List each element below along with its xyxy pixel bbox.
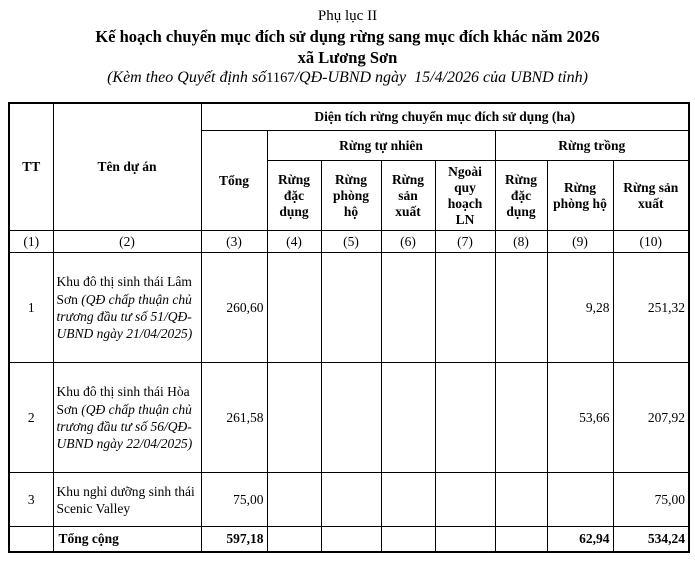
project-note: (QĐ chấp thuận chủ trương đầu tư số 56/QĐ-UBND ngày 22/04/2025) (56, 401, 193, 452)
cell-value: 53,66 (547, 363, 613, 473)
cell-value (321, 473, 381, 527)
cell-value: 75,00 (613, 473, 689, 527)
header-tt: TT (9, 103, 53, 231)
cell-value: 207,92 (613, 363, 689, 473)
cell-value (381, 363, 435, 473)
appendix-label: Phụ lục II (317, 8, 378, 24)
total-value (495, 527, 547, 552)
cell-tt: 3 (9, 473, 53, 527)
project-note: (QĐ chấp thuận chủ trương đầu tư số 51/QĐ-UBND ngày 21/04/2025) (56, 291, 193, 342)
header-planted-production: Rừng sản xuất (613, 161, 689, 231)
decision-number: 1167 (266, 70, 295, 87)
subtitle-suffix: /QĐ-UBND ngày 15/4/2026 của UBND tỉnh) (294, 69, 588, 87)
cell-value (321, 363, 381, 473)
total-value (267, 527, 321, 552)
cell-value (435, 253, 495, 363)
header-natural-special-use: Rừng đặc dụng (267, 161, 321, 231)
cell-value (267, 363, 321, 473)
cell-value (495, 473, 547, 527)
cell-project-name (53, 363, 201, 473)
title-line1: Kế hoạch chuyển mục đích sử dụng rừng sang mục đích khác năm 2026 (95, 27, 600, 47)
cell-tt: 1 (9, 253, 53, 363)
header-natural-forest-group: Rừng tự nhiên (267, 131, 495, 161)
cell-value (381, 253, 435, 363)
subtitle-prefix: (Kèm theo Quyết định số (107, 69, 267, 87)
title-line2: xã Lương Sơn (297, 48, 398, 68)
header-natural-protection: Rừng phòng hộ (321, 161, 381, 231)
colnum-9: (9) (547, 231, 613, 253)
colnum-8: (8) (495, 231, 547, 253)
header-total: Tổng (201, 131, 267, 231)
table-row (9, 473, 689, 527)
land-conversion-table (8, 102, 690, 553)
total-row (9, 527, 689, 552)
total-label: Tổng cộng (53, 527, 201, 552)
cell-project-name (53, 253, 201, 363)
document-header (0, 0, 695, 89)
colnum-10: (10) (613, 231, 689, 253)
colnum-4: (4) (267, 231, 321, 253)
header-area-group: Diện tích rừng chuyển mục đích sử dụng (ha) (201, 103, 689, 131)
total-value (435, 527, 495, 552)
project-name: Khu đô thị sinh thái Hòa Sơn (56, 384, 190, 417)
cell-tt-empty (9, 527, 53, 552)
colnum-7: (7) (435, 231, 495, 253)
cell-total: 260,60 (201, 253, 267, 363)
table-row (9, 253, 689, 363)
cell-total: 75,00 (201, 473, 267, 527)
header-planted-forest-group: Rừng trồng (495, 131, 689, 161)
header-project-name: Tên dự án (53, 103, 201, 231)
project-name: Khu nghỉ dưỡng sinh thái Scenic Valley (56, 483, 195, 516)
cell-total: 261,58 (201, 363, 267, 473)
table-row (9, 363, 689, 473)
cell-value (267, 253, 321, 363)
cell-project-name (53, 473, 201, 527)
cell-value (321, 253, 381, 363)
cell-value (435, 363, 495, 473)
header-planted-protection: Rừng phòng hộ (547, 161, 613, 231)
cell-value: 9,28 (547, 253, 613, 363)
document-title (0, 26, 695, 68)
total-value (321, 527, 381, 552)
project-name: Khu đô thị sinh thái Lâm Sơn (56, 274, 192, 307)
column-number-row (9, 231, 689, 253)
cell-tt: 2 (9, 363, 53, 473)
colnum-2: (2) (53, 231, 201, 253)
cell-value (435, 473, 495, 527)
cell-value (495, 253, 547, 363)
cell-value (547, 473, 613, 527)
total-value (381, 527, 435, 552)
total-value: 62,94 (547, 527, 613, 552)
cell-value: 251,32 (613, 253, 689, 363)
header-planted-special-use: Rừng đặc dụng (495, 161, 547, 231)
cell-value (495, 363, 547, 473)
cell-value (267, 473, 321, 527)
cell-value (381, 473, 435, 527)
total-sum: 597,18 (201, 527, 267, 552)
document-subtitle (0, 68, 695, 88)
total-value: 534,24 (613, 527, 689, 552)
colnum-3: (3) (201, 231, 267, 253)
colnum-6: (6) (381, 231, 435, 253)
header-outside-forestry-plan: Ngoài quy hoạch LN (435, 161, 495, 231)
header-natural-production: Rừng sản xuất (381, 161, 435, 231)
colnum-5: (5) (321, 231, 381, 253)
colnum-1: (1) (9, 231, 53, 253)
